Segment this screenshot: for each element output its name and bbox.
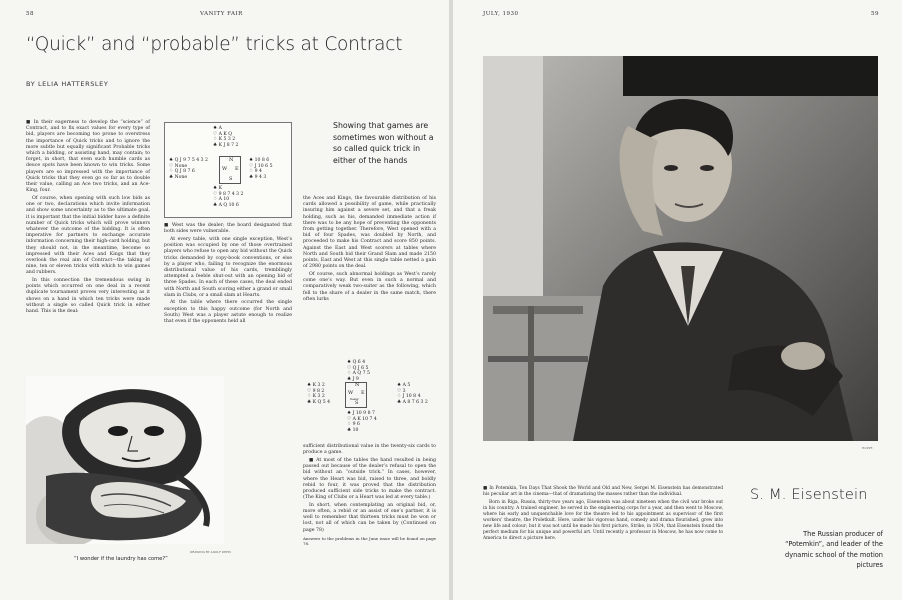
deal1-north-hand: ♠ A ♡ A K Q ♢ K 5 3 2 ♣ K J 8 7 2	[213, 126, 239, 148]
issue-date: JULY, 1930	[483, 11, 519, 17]
eisenstein-portrait-photo	[483, 56, 878, 441]
paragraph: Of course, such abnormal holdings as West’s rarely come one’s way. But even in such a normal and comparatively weak two-suiter as the following, which fell to the share of a dealer in the same match, there often lurks	[303, 271, 436, 302]
deal2-compass: N W E Dealer S	[345, 382, 367, 408]
drawing-credit: DRAWING BY ADOLF DEHN	[190, 550, 231, 554]
answers-note: Answers to the problems in the June issue will be found on page 78.	[303, 535, 436, 547]
paragraph: Born in Riga, Russia, thirty-two years ago, Eisenstein was about nineteen when the civil war broke out in his country. A trained engineer, he served in the engineering corps for a year, and then went to Moscow, where his early and unquenchable love for the theatre led to his appointment as supervisor of the first workers’ theatre, the Proletkult. Here, under his vigorous hand, comedy and drama flourished, grew into new life and colour; but it was not until he made his first picture, Strike, in 1924, that Eisenstein found the perfect medium for his unique and powerful art. Until recently a professor in Moscow, he has now come to America to direct a picture here.	[483, 499, 723, 541]
bullet-icon: ■	[26, 120, 34, 125]
subject-description: The Russian producer of “Potemkin”, and leader of the dynamic school of the motion pictures	[785, 530, 883, 570]
paragraph: sufficient distributional value in the twenty-six cards to produce a game.	[303, 444, 436, 456]
deal2-west-hand: ♠ K 3 2 ♡ 9 8 2 ♢ K 3 2 ♣ K Q 5 4	[307, 383, 331, 405]
article-column-3	[303, 196, 436, 304]
bullet-icon: ■	[164, 223, 172, 228]
deal2-south-hand: ♠ J 10 9 8 7 ♡ A K 10 7 4 ♢ 9 6 ♣ 10	[347, 411, 377, 433]
deal1-west-hand: ♠ Q J 9 7 5 4 3 2 ♡ None ♢ Q J 8 7 6 ♣ None	[169, 158, 208, 180]
paragraph: ■ In Potemkin, Ten Days That Shook the World and Old and New, Sergei M. Eisenstein has demonstrated his peculiar art in the cinema—that of dramatizing the masses rather than the individual.	[483, 486, 724, 497]
article-column-2	[164, 223, 292, 327]
deal1-compass: N W E S	[219, 156, 241, 184]
deal1-east-hand: ♠ 10 8 6 ♡ J 10 6 5 ♢ 9 4 ♣ 9 4 3	[249, 158, 273, 180]
bullet-icon: ■	[309, 457, 317, 463]
paragraph: At every table, with one single exception, West’s position was occupied by one of those overtrained players who refuse to open any bid without the Quick tricks demanded by copy-book conventions, or else by a player who, failing to recognize the enormous distributional value of his cards, tremblingly attempted a feeble shut-out with an opening bid of three Spades. In each of these cases, the deal ended with North and South scoring either a grand or small slam in Clubs, or a small slam at Hearts.	[164, 236, 292, 298]
bridge-deal-diagram-1	[164, 122, 292, 218]
deal2-north-hand: ♠ Q 6 4 ♡ Q J 6 5 ♢ A Q 7 5 ♣ J 9	[347, 360, 370, 382]
woman-drawing-illustration	[26, 376, 224, 544]
deal-caption: ■ West was the dealer; the board designated that both sides were vulnerable.	[164, 223, 292, 235]
paragraph: Of course, when opening with such low bids as one or two, declarations which invite information and show some uncertainty as to the ultimate goal, it is important that the initial bidder have a definite number of Quick tricks which will prove winners whatever the outcome of the bidding. It is often imperative for partners to exchange accurate information concerning their high-card holding, but they should not, in the meantime, become so impressed with their Aces and Kings that they overlook the real aim of Contract—the taking of nine, ten or eleven tricks with which to win games and rubbers.	[26, 195, 150, 276]
eisenstein-text	[483, 486, 723, 543]
paragraph: In short, when contemplating an original bid, or, more often, a rebid or an assist of one’s partner, it is well to remember that thirteen tricks must be won or lost, not all of which can be taken by (Continued on page 78)	[303, 502, 436, 533]
deal2-east-hand: ♠ A 5 ♡ 3 ♢ J 10 8 4 ♣ A 8 7 6 3 2	[397, 383, 428, 405]
paragraph: ■ At most of the tables the hand resulted in being passed out because of the dealer’s refusal to open the bid without an “outside trick.” In cases, however, where the Heart was bid, raised to three, and boldly rebid to four, it was proved that the distribution produced sufficient side tricks to make the contract. (The King of Clubs or a Heart was led at every table.)	[303, 457, 436, 501]
pull-quote: Showing that games are sometimes won without a so called quick trick in either of the hands	[333, 121, 434, 165]
article-headline: “Quick” and “probable” tricks at Contract	[26, 34, 403, 55]
drawing-caption: “I wonder if the laundry has come?”	[74, 556, 168, 562]
paragraph: In this connection the tremendous swing in points which occurred on one deal in a recent duplicate tournament proves very interesting as it shows on a hand in which ten tricks were made without a single so called Quick trick in either hand. This is the deal:	[26, 278, 150, 315]
article-column-1	[26, 120, 150, 317]
headline-show-through	[40, 58, 430, 74]
masthead: VANITY FAIR	[200, 11, 243, 17]
deal1-south-hand: ♠ K ♡ 9 8 7 4 3 2 ♢ A 10 ♣ A Q 10 6	[213, 186, 244, 208]
page-number-left: 58	[26, 11, 34, 17]
paragraph: At the table where there occurred the single exception to this happy outcome (for North and South) West was a player astute enough to realize that even if the opponents held all	[164, 300, 292, 325]
portrait-photograph	[483, 56, 878, 441]
article-byline: BY LELIA HATTERSLEY	[26, 80, 109, 88]
article-column-3-continued	[303, 444, 436, 548]
paragraph: ■ In their eagerness to develop the “science” of Contract, and to fix exact values for every type of bid, players are becoming too prone to overstress the importance of Quick tricks and to ignore the more subtle but equally significant Probable tricks which a bidding, or assisting hand, may contain; to forget, in short, that even such humble cards as deuce spots have been known to win tricks. Some players are so impressed with the importance of Quick tricks that they even go so far as to double their value, calling an Ace two tricks, and an Ace-King, four.	[26, 120, 150, 194]
bridge-deal-diagram-2	[303, 360, 431, 440]
illustration-drawing	[26, 376, 224, 544]
subject-name: S. M. Eisenstein	[750, 487, 868, 503]
photo-credit: HOPPE	[862, 446, 873, 450]
page-number-right: 59	[871, 11, 879, 17]
paragraph: the Aces and Kings, the favourable distribution of his cards allowed a possibility of game, while practically insuring him against a severe set, and that a freak holding, such as his, demanded immediate action if there was to be any hope of preventing the opponents from getting together. Therefore, West opened with a bid of four Spades, was doubled by North, and proceeded to make his Contract and score 850 points. Against the East and West scorers at tables where North and South bid their Grand Slam and made 2150 points, East and West at this single table netted a gain of 2980 points on the deal.	[303, 196, 436, 270]
bullet-icon: ■	[483, 486, 490, 491]
left-page	[0, 0, 449, 600]
